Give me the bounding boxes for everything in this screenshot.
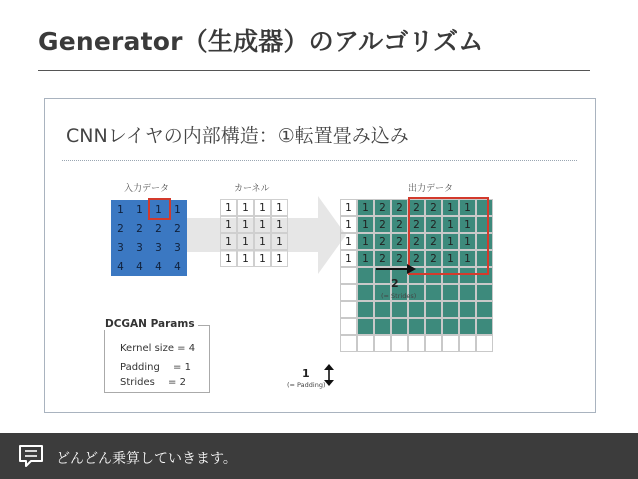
output-cell: [425, 301, 442, 318]
stride-value: 2: [391, 277, 399, 290]
output-cell: [374, 335, 391, 352]
output-cell: 1: [340, 199, 357, 216]
output-cell: 2: [374, 250, 391, 267]
output-cell: 1: [357, 233, 374, 250]
kernel-cell: 1: [254, 199, 271, 216]
output-cell: [442, 335, 459, 352]
output-cell: 2: [408, 233, 425, 250]
output-cell: [340, 335, 357, 352]
kernel-matrix: [220, 199, 288, 267]
output-cell: 2: [425, 216, 442, 233]
output-cell: [340, 267, 357, 284]
output-cell: [357, 335, 374, 352]
output-cell: 2: [408, 250, 425, 267]
output-cell: 2: [374, 199, 391, 216]
kernel-cell: 1: [220, 216, 237, 233]
output-label: 出力データ: [408, 184, 454, 194]
kernel-cell: 1: [237, 216, 254, 233]
output-cell: [374, 318, 391, 335]
output-cell: [340, 318, 357, 335]
kernel-label: カーネル: [234, 184, 270, 194]
output-cell: [442, 301, 459, 318]
kernel-cell: 1: [254, 233, 271, 250]
input-cell: 4: [136, 260, 143, 273]
chat-bubble-icon: [18, 444, 44, 468]
output-cell: [408, 318, 425, 335]
output-cell: 1: [459, 250, 476, 267]
input-label: 入力データ: [124, 184, 170, 194]
output-cell: [340, 301, 357, 318]
output-cell: [374, 301, 391, 318]
output-cell: [357, 267, 374, 284]
kernel-cell: 1: [271, 216, 288, 233]
dotted-divider: [62, 160, 577, 161]
kernel-cell: 1: [271, 250, 288, 267]
output-cell: [442, 284, 459, 301]
output-cell: 2: [408, 199, 425, 216]
output-cell: 1: [442, 233, 459, 250]
output-cell: 2: [391, 250, 408, 267]
output-cell: [425, 318, 442, 335]
page-title: Generator（生成器）のアルゴリズム: [38, 27, 484, 56]
input-cell: 4: [155, 260, 162, 273]
title-divider: [38, 70, 590, 71]
output-cell: [408, 301, 425, 318]
output-cell: 2: [391, 233, 408, 250]
output-cell: [425, 335, 442, 352]
output-cell: 1: [357, 250, 374, 267]
padding-value: 1: [302, 367, 310, 380]
output-cell: 1: [459, 233, 476, 250]
output-cell: 2: [374, 233, 391, 250]
output-cell: [357, 318, 374, 335]
kernel-cell: 1: [220, 250, 237, 267]
kernel-cell: 1: [237, 199, 254, 216]
input-cell: 3: [174, 241, 181, 254]
output-cell: [459, 318, 476, 335]
output-cell: 1: [442, 199, 459, 216]
output-cell: 2: [408, 216, 425, 233]
output-cell: [459, 284, 476, 301]
output-cell: [476, 318, 493, 335]
param-kernel-size: Kernel size = 4: [120, 343, 196, 354]
param-padding: Padding = 1: [120, 362, 191, 373]
input-cell: 1: [155, 203, 162, 216]
output-highlight: [408, 197, 489, 275]
output-cell: 2: [425, 199, 442, 216]
output-cell: [357, 301, 374, 318]
output-cell: 2: [391, 199, 408, 216]
output-cell: 2: [425, 233, 442, 250]
output-cell: 2: [391, 216, 408, 233]
output-cell: 1: [442, 216, 459, 233]
output-cell: 1: [442, 250, 459, 267]
input-cell: 4: [117, 260, 124, 273]
param-strides: Strides = 2: [120, 377, 186, 388]
output-cell: 1: [340, 250, 357, 267]
input-cell: 4: [174, 260, 181, 273]
kernel-cell: 1: [271, 199, 288, 216]
kernel-cell: 1: [254, 250, 271, 267]
output-cell: [357, 284, 374, 301]
footer-text: どんどん乗算していきます。: [56, 451, 237, 467]
input-highlight: [148, 198, 171, 220]
output-cell: 1: [459, 199, 476, 216]
output-cell: [459, 335, 476, 352]
output-cell: 1: [340, 216, 357, 233]
input-cell: 1: [174, 203, 181, 216]
output-cell: 1: [357, 199, 374, 216]
input-cell: 2: [174, 222, 181, 235]
kernel-cell: 1: [271, 233, 288, 250]
output-cell: [476, 335, 493, 352]
input-cell: 1: [136, 203, 143, 216]
output-cell: [476, 284, 493, 301]
stride-note: (= Strides): [381, 292, 417, 300]
output-cell: 2: [425, 250, 442, 267]
output-cell: [442, 318, 459, 335]
kernel-cell: 1: [237, 250, 254, 267]
output-cell: [340, 284, 357, 301]
output-cell: [391, 335, 408, 352]
kernel-cell: 1: [254, 216, 271, 233]
output-cell: 1: [459, 216, 476, 233]
kernel-cell: 1: [220, 233, 237, 250]
output-cell: 1: [340, 233, 357, 250]
stride-arrow-icon: [376, 262, 416, 276]
output-cell: [476, 301, 493, 318]
kernel-cell: 1: [237, 233, 254, 250]
input-cell: 3: [136, 241, 143, 254]
params-title: DCGAN Params: [102, 318, 198, 330]
input-cell: 1: [117, 203, 124, 216]
output-cell: [459, 301, 476, 318]
input-cell: 3: [117, 241, 124, 254]
input-cell: 3: [155, 241, 162, 254]
kernel-cell: 1: [220, 199, 237, 216]
input-cell: 2: [155, 222, 162, 235]
panel-subtitle: CNNレイヤの内部構造：①転置畳み込み: [66, 125, 409, 147]
input-cell: 2: [117, 222, 124, 235]
input-cell: 2: [136, 222, 143, 235]
output-cell: 2: [374, 216, 391, 233]
output-cell: [408, 335, 425, 352]
output-cell: [391, 301, 408, 318]
output-cell: 1: [357, 216, 374, 233]
output-cell: [391, 318, 408, 335]
output-cell: [425, 284, 442, 301]
padding-note: (= Padding): [287, 381, 326, 389]
